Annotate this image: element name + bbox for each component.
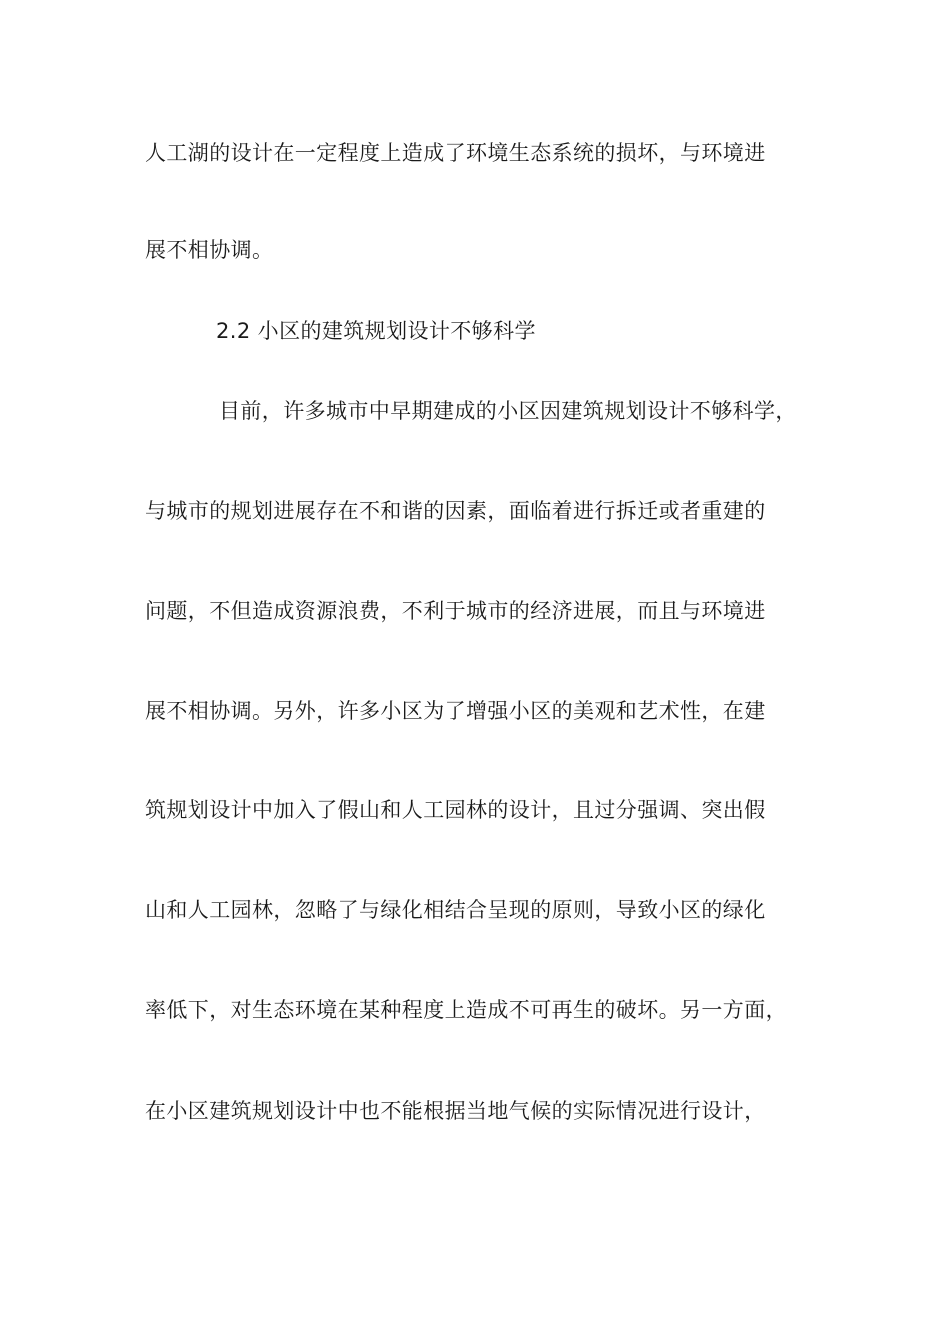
paragraph-line: 筑规划设计中加入了假山和人工园林的设计，且过分强调、突出假 [145, 798, 766, 822]
section-heading: 2.2 小区的建筑规划设计不够科学 [216, 319, 536, 343]
paragraph-line: 展不相协调。 [145, 238, 274, 262]
paragraph-line: 与城市的规划进展存在不和谐的因素，面临着进行拆迁或者重建的 [145, 499, 766, 523]
paragraph-line: 山和人工园林，忽略了与绿化相结合呈现的原则，导致小区的绿化 [145, 898, 766, 922]
paragraph-line: 在小区建筑规划设计中也不能根据当地气候的实际情况进行设计， [145, 1099, 766, 1123]
paragraph-line: 问题，不但造成资源浪费，不利于城市的经济进展，而且与环境进 [145, 599, 766, 623]
paragraph-line: 目前，许多城市中早期建成的小区因建筑规划设计不够科学， [219, 399, 797, 423]
paragraph-line: 人工湖的设计在一定程度上造成了环境生态系统的损坏，与环境进 [145, 141, 766, 165]
paragraph-line: 展不相协调。另外，许多小区为了增强小区的美观和艺术性，在建 [145, 699, 766, 723]
paragraph-line: 率低下，对生态环境在某种程度上造成不可再生的破坏。另一方面， [145, 998, 787, 1022]
